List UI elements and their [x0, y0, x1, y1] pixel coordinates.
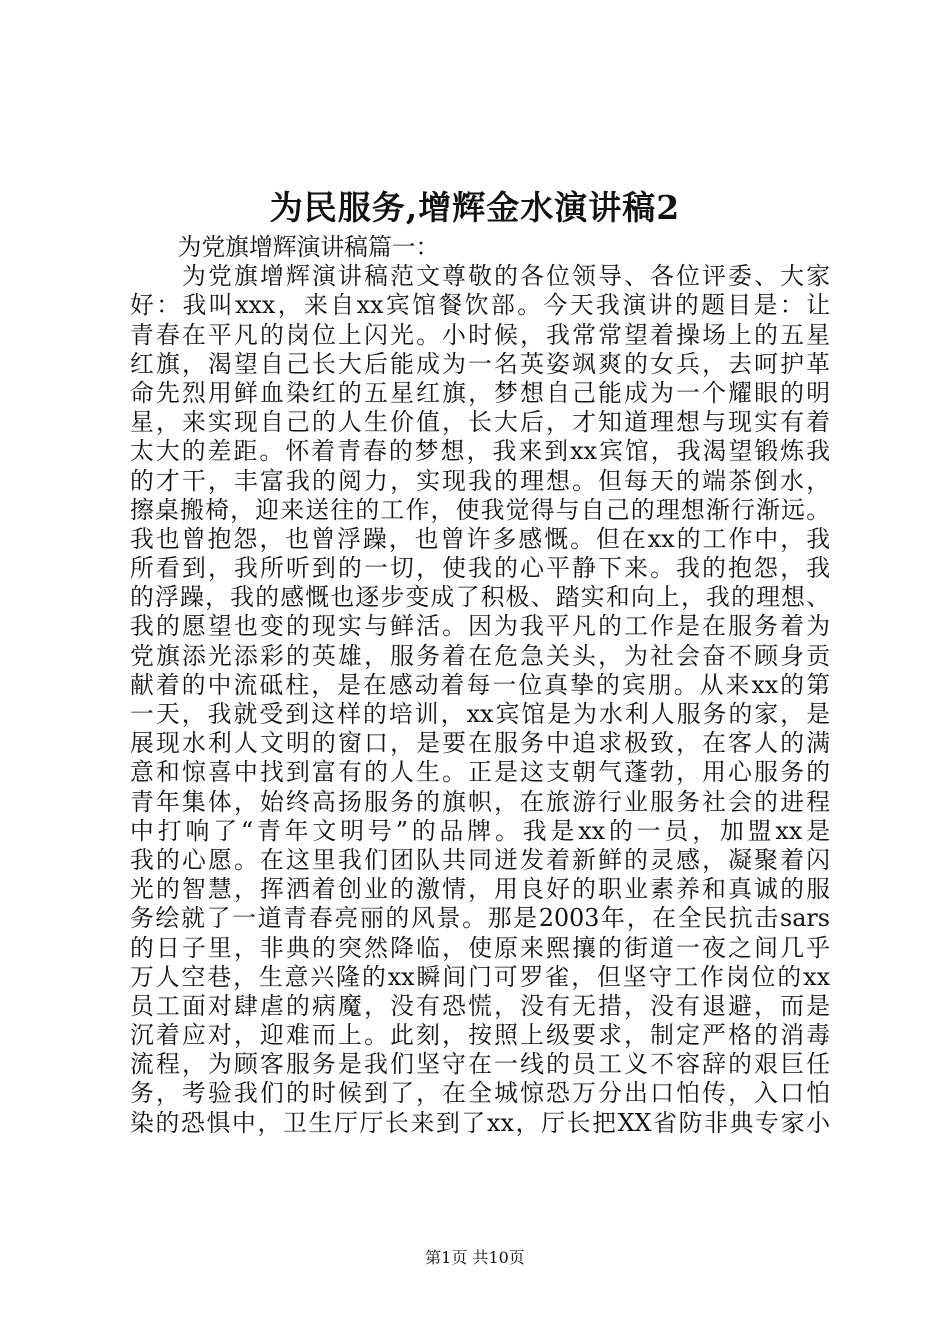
body-line: 我也曾抱怨，也曾浮躁，也曾许多感慨。但在xx的工作中，我 [130, 524, 830, 553]
body-line: 的才干，丰富我的阅力，实现我的理想。但每天的端茶倒水， [130, 466, 830, 495]
body-line: 的浮躁，我的感慨也逐步变成了积极、踏实和向上，我的理想、 [130, 583, 830, 612]
body-line: 展现水利人文明的窗口，是要在服务中追求极致，在客人的满 [130, 729, 830, 758]
body-line: 为党旗增辉演讲稿篇一： [130, 233, 440, 261]
body-line: 的日子里，非典的突然降临，使原来熙攘的街道一夜之间几乎 [130, 933, 830, 962]
page-number-footer: 第1页 共10页 [425, 1248, 525, 1267]
body-line: 命先烈用鲜血染红的五星红旗，梦想自己能成为一个耀眼的明 [130, 378, 830, 407]
body-line: 党旗添光添彩的英雄，服务着在危急关头，为社会奋不顾身贡 [130, 641, 830, 670]
body-line: 意和惊喜中找到富有的人生。正是这支朝气蓬勃，用心服务的 [130, 758, 830, 787]
document-title: 为民服务,增辉金水演讲稿2 [269, 188, 681, 227]
document-body [130, 233, 830, 1138]
body-line: 好：我叫xxx，来自xx宾馆餐饮部。今天我演讲的题目是：让 [130, 291, 830, 320]
body-line: 务绘就了一道青春亮丽的风景。那是2003年，在全民抗击sars [130, 904, 830, 933]
body-line: 青年集体，始终高扬服务的旗帜，在旅游行业服务社会的进程 [130, 787, 830, 816]
body-line: 光的智慧，挥洒着创业的激情，用良好的职业素养和真诚的服 [130, 875, 830, 904]
body-line: 我的愿望也变的现实与鲜活。因为我平凡的工作是在服务着为 [130, 612, 830, 641]
body-line: 中打响了“青年文明号”的品牌。我是xx的一员，加盟xx是 [130, 816, 830, 845]
body-line: 万人空巷，生意兴隆的xx瞬间门可罗雀，但坚守工作岗位的xx [130, 962, 830, 991]
body-line: 员工面对肆虐的病魔，没有恐慌，没有无措，没有退避，而是 [130, 991, 830, 1020]
body-line: 擦桌搬椅，迎来送往的工作，使我觉得与自己的理想渐行渐远。 [130, 495, 830, 524]
body-line: 青春在平凡的岗位上闪光。小时候，我常常望着操场上的五星 [130, 320, 830, 349]
body-line: 太大的差距。怀着青春的梦想，我来到xx宾馆，我渴望锻炼我 [130, 437, 830, 466]
body-line: 献着的中流砥柱，是在感动着每一位真挚的宾朋。从来xx的第 [130, 670, 830, 699]
body-line: 为党旗增辉演讲稿范文尊敬的各位领导、各位评委、大家 [130, 262, 830, 291]
body-line: 沉着应对，迎难而上。此刻，按照上级要求，制定严格的消毒 [130, 1021, 830, 1050]
body-line: 红旗，渴望自己长大后能成为一名英姿飒爽的女兵，去呵护革 [130, 349, 830, 378]
body-line: 星，来实现自己的人生价值，长大后，才知道理想与现实有着 [130, 408, 830, 437]
body-line: 流程，为顾客服务是我们坚守在一线的员工义不容辞的艰巨任 [130, 1050, 830, 1079]
body-line: 染的恐惧中，卫生厅厅长来到了xx，厅长把XX省防非典专家小 [130, 1108, 830, 1137]
body-line: 务，考验我们的时候到了，在全城惊恐万分出口怕传，入口怕 [130, 1079, 830, 1108]
body-line: 所看到，我所听到的一切，使我的心平静下来。我的抱怨，我 [130, 554, 830, 583]
body-line: 我的心愿。在这里我们团队共同迸发着新鲜的灵感，凝聚着闪 [130, 845, 830, 874]
body-line: 一天，我就受到这样的培训，xx宾馆是为水利人服务的家，是 [130, 700, 830, 728]
